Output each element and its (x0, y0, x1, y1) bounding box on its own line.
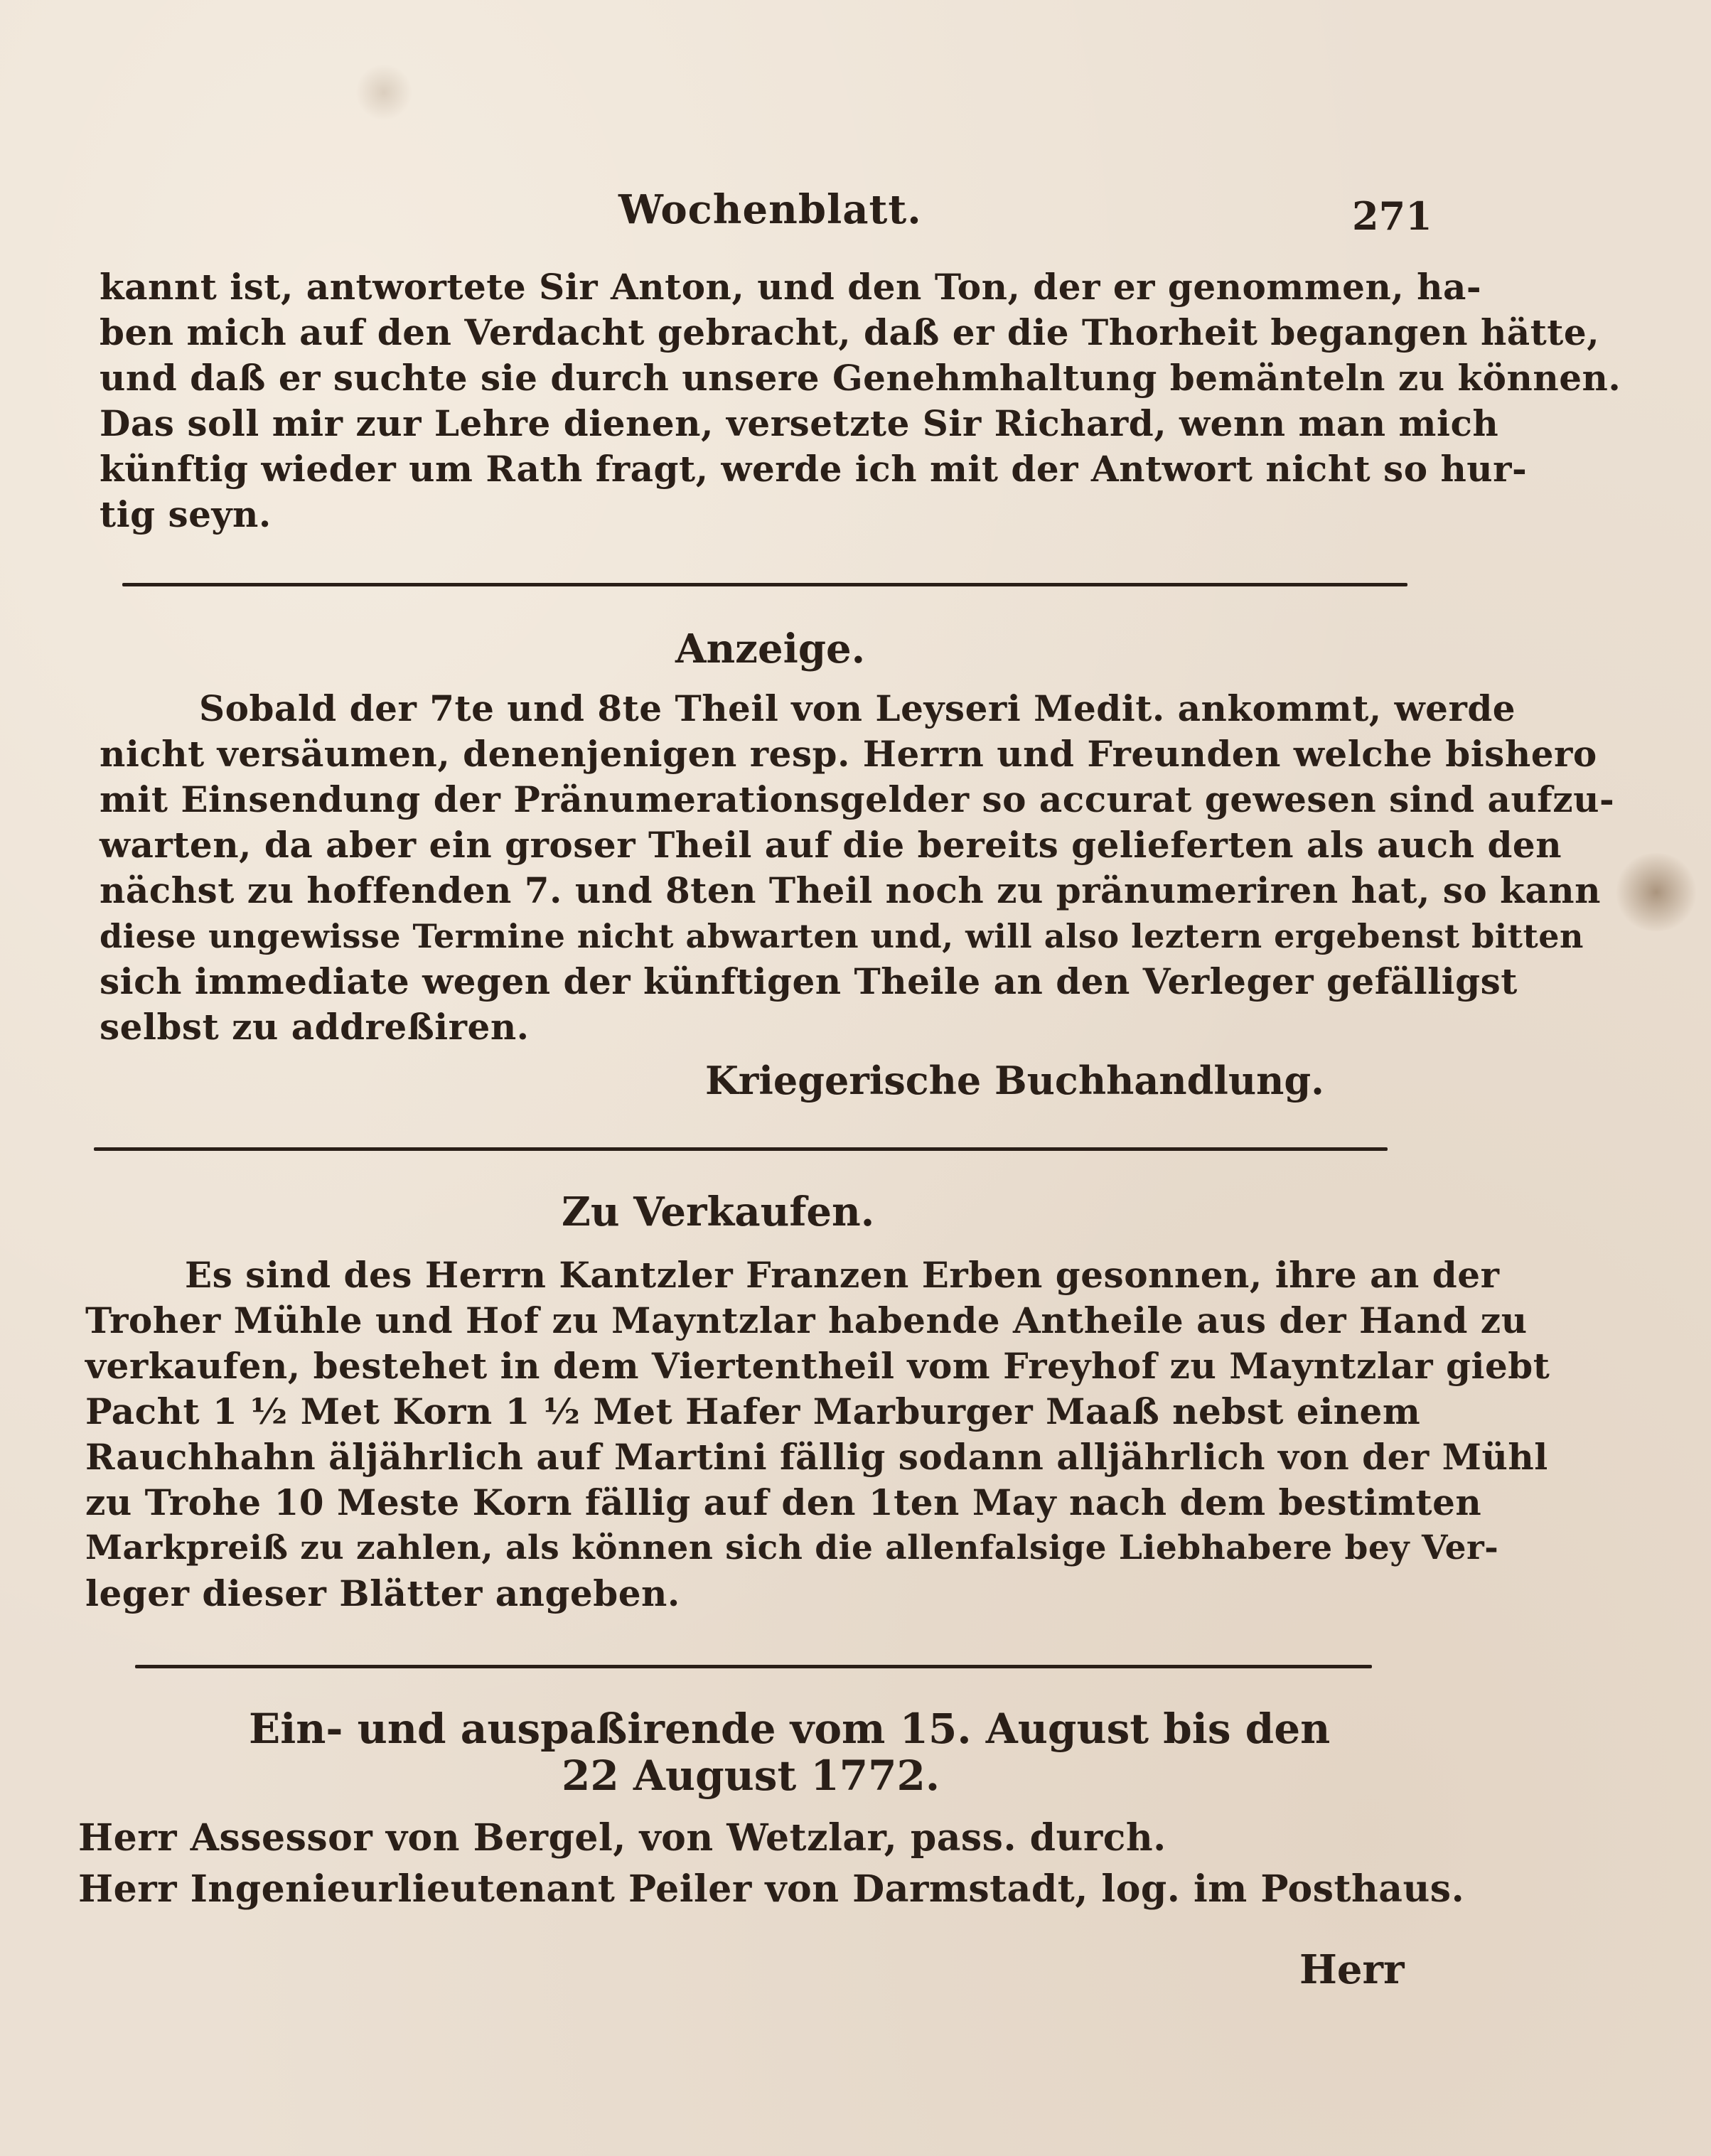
story-ending (100, 264, 1621, 537)
text-line: Sobald der 7te und 8te Theil von Leyseri Medit. ankommt, werde (199, 687, 1516, 729)
text-line: verkaufen, bestehet in dem Viertentheil vom Freyhof zu Mayntzlar giebt (85, 1345, 1550, 1387)
page-number: 271 (1352, 193, 1432, 239)
text-line: Es sind des Herrn Kantzler Franzen Erben gesonnen, ihre an der (185, 1254, 1500, 1296)
traveller-entry: Herr Assessor von Bergel, von Wetzlar, pass. durch. (78, 1816, 1166, 1860)
text-line: künftig wieder um Rath fragt, werde ich mit der Antwort nicht so hur- (100, 448, 1528, 490)
text-line: selbst zu addreßiren. (100, 1006, 530, 1048)
text-line: diese ungewisse Termine nicht abwarten und, will also leztern ergebenst bitten (100, 917, 1584, 955)
paper-stain (355, 64, 412, 121)
text-line (100, 264, 1482, 310)
text-line: nicht versäumen, denenjenigen resp. Herrn und Freunden welche bishero (100, 733, 1597, 775)
text-line: Rauchhahn äljährlich auf Martini fällig sodann alljährlich von der Mühl (85, 1436, 1548, 1478)
text-line: nächst zu hoffenden 7. und 8ten Theil noch zu pränumeriren hat, so kann (100, 869, 1601, 911)
anzeige-text (100, 686, 1615, 1050)
text-line: Das soll mir zur Lehre dienen, versetzte Sir Richard, wenn man mich (100, 402, 1499, 444)
section-divider (94, 1147, 1388, 1151)
travellers-list (78, 1813, 1465, 1915)
text-line: leger dieser Blätter angeben. (85, 1572, 680, 1614)
verkaufen-text (85, 1253, 1550, 1616)
text-line: und daß er suchte sie durch unsere Genehmhaltung bemänteln zu können. (100, 357, 1621, 399)
text-line: warten, da aber ein groser Theil auf die bereits gelieferten als auch den (100, 824, 1562, 866)
text-line: Pacht 1 ½ Met Korn 1 ½ Met Hafer Marburger Maaß nebst einem (85, 1390, 1421, 1432)
text-line: Markpreiß zu zahlen, als können sich die allenfalsige Liebhabere bey Ver- (85, 1528, 1499, 1567)
text-line: mit Einsendung der Pränumerationsgelder so accurat gewesen sind aufzu- (100, 778, 1615, 820)
paper-stain (1614, 853, 1699, 931)
text-line: tig seyn. (100, 493, 272, 535)
catchword: Herr (1299, 1946, 1405, 1993)
signature-buchhandlung: Kriegerische Buchhandlung. (705, 1058, 1324, 1103)
travellers-heading-line1: Ein- und auspaßirende vom 15. August bis den (249, 1705, 1331, 1753)
text-line: Troher Mühle und Hof zu Mayntzlar habende Antheile aus der Hand zu (85, 1299, 1528, 1341)
traveller-entry: Herr Ingenieurlieutenant Peiler von Darmstadt, log. im Posthaus. (78, 1867, 1465, 1911)
section-divider (135, 1665, 1372, 1668)
running-head: Wochenblatt. (618, 186, 922, 233)
travellers-heading-line2: 22 August 1772. (562, 1752, 940, 1800)
section-heading-verkaufen: Zu Verkaufen. (562, 1189, 875, 1235)
text-line: zu Trohe 10 Meste Korn fällig auf den 1ten May nach dem bestimten (85, 1481, 1482, 1523)
section-divider (122, 583, 1407, 586)
text-line: ben mich auf den Verdacht gebracht, daß er die Thorheit begangen hätte, (100, 311, 1600, 353)
section-heading-anzeige: Anzeige. (675, 626, 866, 672)
text-line-content: kannt ist, antwortete Sir Anton, und den Ton, der er genommen, ha- (100, 266, 1482, 308)
text-line: sich immediate wegen der künftigen Theile an den Verleger gefälligst (100, 960, 1518, 1002)
